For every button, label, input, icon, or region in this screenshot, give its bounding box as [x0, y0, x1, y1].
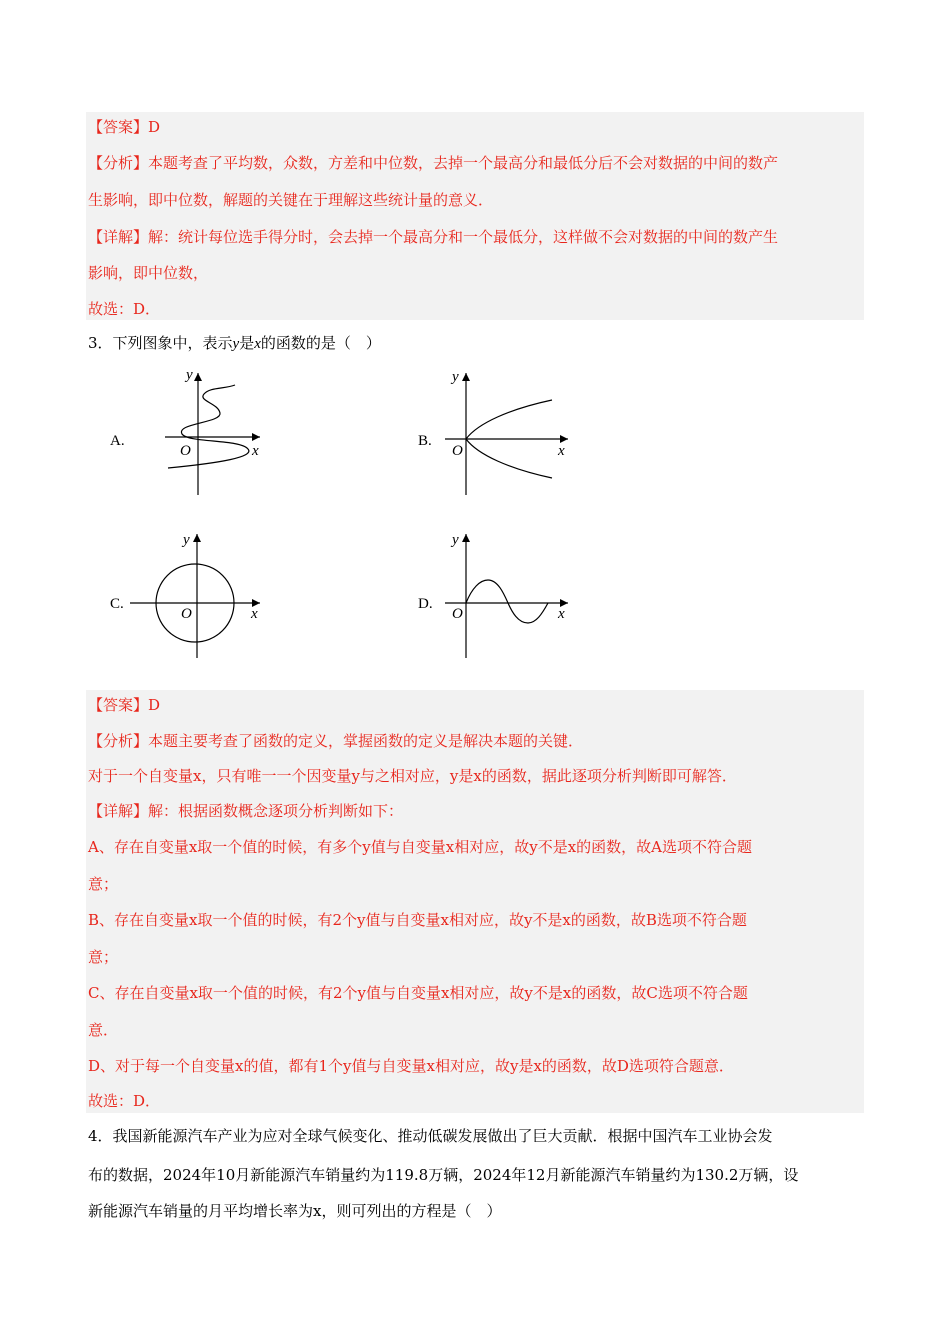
graph-b-origin-label: O — [452, 443, 463, 459]
q3-analysis-line2: 对于一个自变量x，只有唯一一个因变量y与之相对应，y是x的函数，据此逐项分析判断即可解答． — [88, 767, 737, 785]
q3-stem-part-c: 的函数的是（ ） — [260, 334, 381, 352]
graph-d-x-label: x — [558, 606, 565, 622]
q3-analysis-line1: 【分析】本题主要考查了函数的定义，掌握函数的定义是解决本题的关键． — [88, 732, 584, 750]
q3-answer: 【答案】D — [88, 696, 161, 714]
graph-a — [160, 365, 270, 500]
graph-b-y-label: y — [452, 369, 459, 385]
graph-c-origin-label: O — [181, 606, 192, 622]
graph-d-origin-label: O — [452, 606, 463, 622]
q2-analysis-line2: 生影响，即中位数，解题的关键在于理解这些统计量的意义． — [88, 191, 494, 209]
q4-line3: 新能源汽车销量的月平均增长率为x，则可列出的方程是（ ） — [88, 1202, 502, 1220]
q2-detail-line1: 【详解】解：统计每位选手得分时，会去掉一个最高分和一个最低分，这样做不会对数据的中间的数产生 — [88, 228, 779, 246]
q3-option-b-line2: 意； — [88, 948, 119, 966]
q2-solution-block — [86, 112, 864, 320]
option-a-label: A. — [110, 433, 125, 449]
graph-c-y-label: y — [183, 532, 190, 548]
q3-stem-part-a: 3．下列图象中，表示 — [88, 334, 233, 352]
q2-conclusion: 故选：D． — [88, 300, 161, 318]
q4-line1: 4．我国新能源汽车产业为应对全球气候变化、推动低碳发展做出了巨大贡献．根据中国汽车工业协会发 — [88, 1127, 773, 1145]
q3-option-d-line1: D、对于每一个自变量x的值，都有1个y值与自变量x相对应，故y是x的函数，故D选项符合题意． — [88, 1057, 734, 1075]
q2-answer: 【答案】D — [88, 118, 161, 136]
graph-c-x-label: x — [251, 606, 258, 622]
q2-analysis-line1: 【分析】本题考查了平均数，众数，方差和中位数，去掉一个最高分和最低分后不会对数据的中间的数产 — [88, 154, 779, 172]
q3-option-c-line2: 意． — [88, 1021, 119, 1039]
q3-option-b-line1: B、存在自变量x取一个值的时候，有2个y值与自变量x相对应，故y不是x的函数，故B选项不符合题 — [88, 911, 747, 929]
graph-d-y-label: y — [452, 532, 459, 548]
option-c-label: C. — [110, 596, 124, 612]
graph-a-y-label: y — [186, 367, 193, 383]
q3-option-a-line2: 意； — [88, 875, 119, 893]
graph-a-origin-label: O — [180, 443, 191, 459]
q3-stem — [88, 333, 381, 354]
q3-stem-part-b: 是 — [239, 334, 255, 352]
q3-option-a-line1: A、存在自变量x取一个值的时候，有多个y值与自变量x相对应，故y不是x的函数，故A选项不符合题 — [88, 838, 752, 856]
q3-option-c-line1: C、存在自变量x取一个值的时候，有2个y值与自变量x相对应，故y不是x的函数，故C选项不符合题 — [88, 984, 748, 1002]
graph-a-x-label: x — [252, 443, 259, 459]
q4-line2: 布的数据，2024年10月新能源汽车销量约为119.8万辆，2024年12月新能源汽车销量约为130.2万辆，设 — [88, 1166, 799, 1184]
graph-b — [440, 365, 575, 500]
option-d-label: D. — [418, 596, 433, 612]
graph-d — [440, 530, 575, 662]
q3-stem-x: x — [254, 336, 261, 352]
graph-c — [125, 530, 270, 662]
q2-detail-line2: 影响，即中位数， — [88, 264, 209, 282]
q3-detail-line1: 【详解】解：根据函数概念逐项分析判断如下： — [88, 802, 404, 820]
option-b-label: B. — [418, 433, 432, 449]
graph-b-x-label: x — [558, 443, 565, 459]
q3-solution-block — [86, 690, 864, 1113]
q3-stem-y: y — [232, 336, 240, 352]
q3-conclusion: 故选：D． — [88, 1092, 161, 1110]
